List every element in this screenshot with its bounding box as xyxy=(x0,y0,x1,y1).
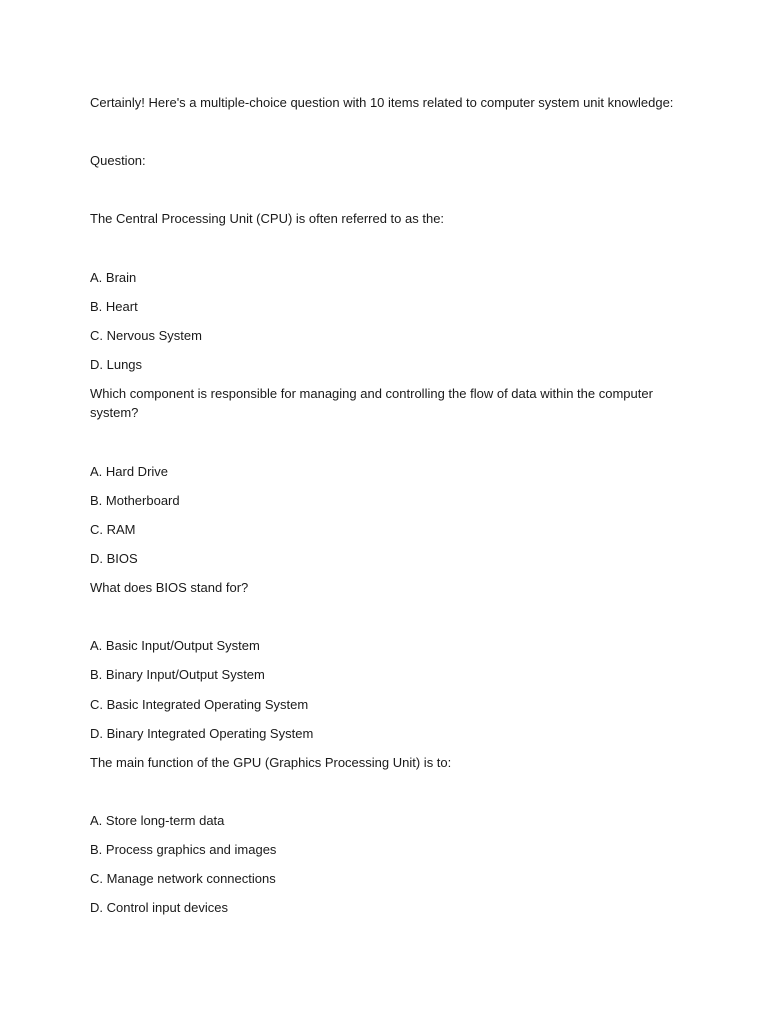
question-2-option-c: C. RAM xyxy=(90,522,136,537)
question-2-option-d: D. BIOS xyxy=(90,551,138,566)
question-1-option-b: B. Heart xyxy=(90,299,138,314)
question-4-option-d: D. Control input devices xyxy=(90,900,229,915)
question-1-option-c: C. Nervous System xyxy=(90,328,202,343)
question-2-option-b: B. Motherboard xyxy=(90,493,180,508)
question-4-option-b: B. Process graphics and images xyxy=(90,842,277,857)
question-4-option-a: A. Store long-term data xyxy=(90,813,225,828)
question-1-prompt: The Central Processing Unit (CPU) is often referred to as the: xyxy=(90,211,445,226)
question-4-option-c: C. Manage network connections xyxy=(90,871,276,886)
question-3-option-a: A. Basic Input/Output System xyxy=(90,638,260,653)
question-4-prompt: The main function of the GPU (Graphics Processing Unit) is to: xyxy=(90,755,452,770)
question-2-prompt: Which component is responsible for managing and controlling the flow of data within the computer system? xyxy=(90,386,653,420)
question-1-option-a: A. Brain xyxy=(90,270,137,285)
question-3-prompt: What does BIOS stand for? xyxy=(90,580,249,595)
intro-text: Certainly! Here's a multiple-choice question with 10 items related to computer system unit knowledge: xyxy=(90,95,674,110)
question-heading: Question: xyxy=(90,153,146,168)
question-1-option-d: D. Lungs xyxy=(90,357,143,372)
question-3-option-d: D. Binary Integrated Operating System xyxy=(90,726,314,741)
question-3-option-b: B. Binary Input/Output System xyxy=(90,667,265,682)
question-3-option-c: C. Basic Integrated Operating System xyxy=(90,697,309,712)
question-2-option-a: A. Hard Drive xyxy=(90,464,169,479)
